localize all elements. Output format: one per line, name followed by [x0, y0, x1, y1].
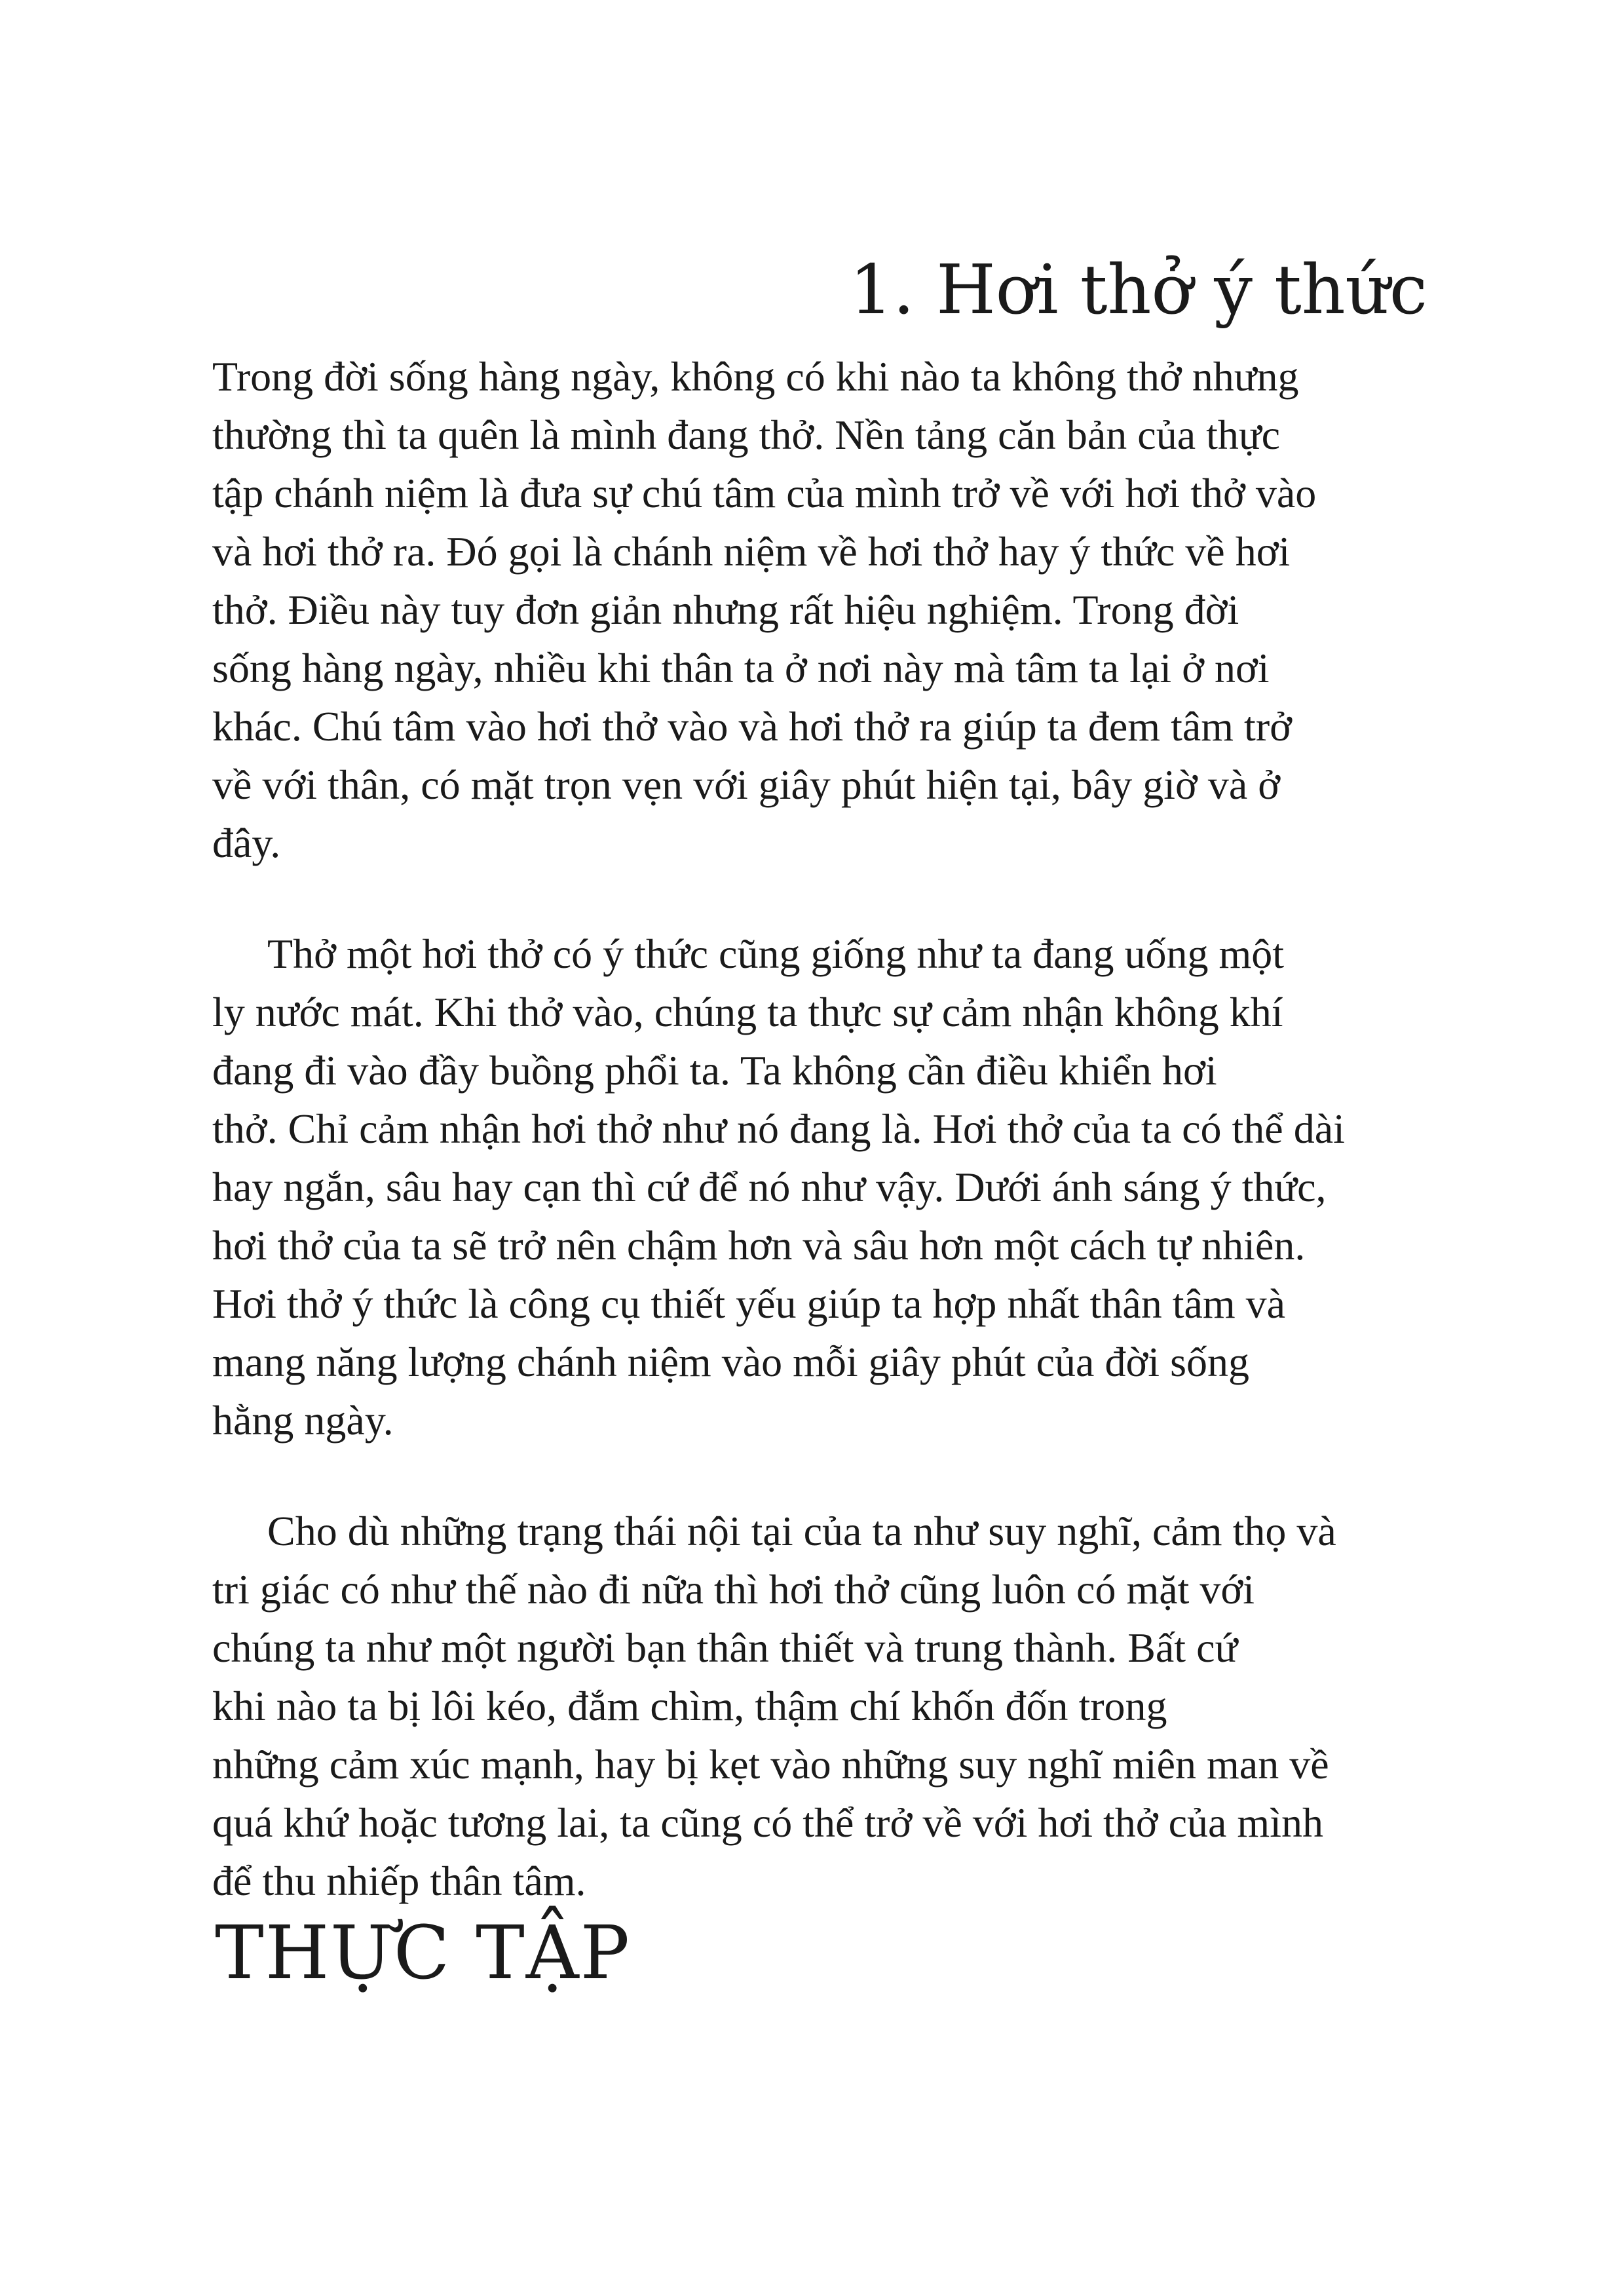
section-heading-practice: THỰC TẬP: [215, 1911, 632, 1996]
chapter-body: [212, 347, 1431, 1962]
paragraph-breath-friend: Cho dù những trạng thái nội tại của ta như suy nghĩ, cảm thọ và tri giác có như thế nào đi nữa thì hơi thở cũng luôn có mặt với chúng ta như một người bạn thân thiết và trung thành. Bất cứ khi nào ta bị lôi kéo, đắm chìm, thậm chí khốn đốn trong những cảm xúc mạnh, hay bị kẹt vào những suy nghĩ miên man về quá khứ hoặc tương lai, ta cũng có thể trở về với hơi thở của mình để thu nhiếp thân tâm.: [212, 1508, 1336, 1904]
paragraph-intro: Trong đời sống hàng ngày, không có khi nào ta không thở nhưng thường thì ta quên là mình đang thở. Nền tảng căn bản của thực tập chánh niệm là đưa sự chú tâm của mình trở về với hơi thở vào và hơi thở ra. Đó gọi là chánh niệm về hơi thở hay ý thức về hơi thở. Điều này tuy đơn giản nhưng rất hiệu nghiệm. Trong đời sống hàng ngày, nhiều khi thân ta ở nơi này mà tâm ta lại ở nơi khác. Chú tâm vào hơi thở vào và hơi thở ra giúp ta đem tâm trở về với thân, có mặt trọn vẹn với giây phút hiện tại, bây giờ và ở đây.: [212, 353, 1317, 866]
paragraph-conscious-breath: Thở một hơi thở có ý thức cũng giống như ta đang uống một ly nước mát. Khi thở vào, chúng ta thực sự cảm nhận không khí đang đi vào đầy buồng phổi ta. Ta không cần điều khiển hơi thở. Chỉ cảm nhận hơi thở như nó đang là. Hơi thở của ta có thể dài hay ngắn, sâu hay cạn thì cứ để nó như vậy. Dưới ánh sáng ý thức, hơi thở của ta sẽ trở nên chậm hơn và sâu hơn một cách tự nhiên. Hơi thở ý thức là công cụ thiết yếu giúp ta hợp nhất thân tâm và mang năng lượng chánh niệm vào mỗi giây phút của đời sống hằng ngày.: [212, 930, 1345, 1444]
chapter-title: 1. Hơi thở ý thức: [849, 250, 1427, 330]
